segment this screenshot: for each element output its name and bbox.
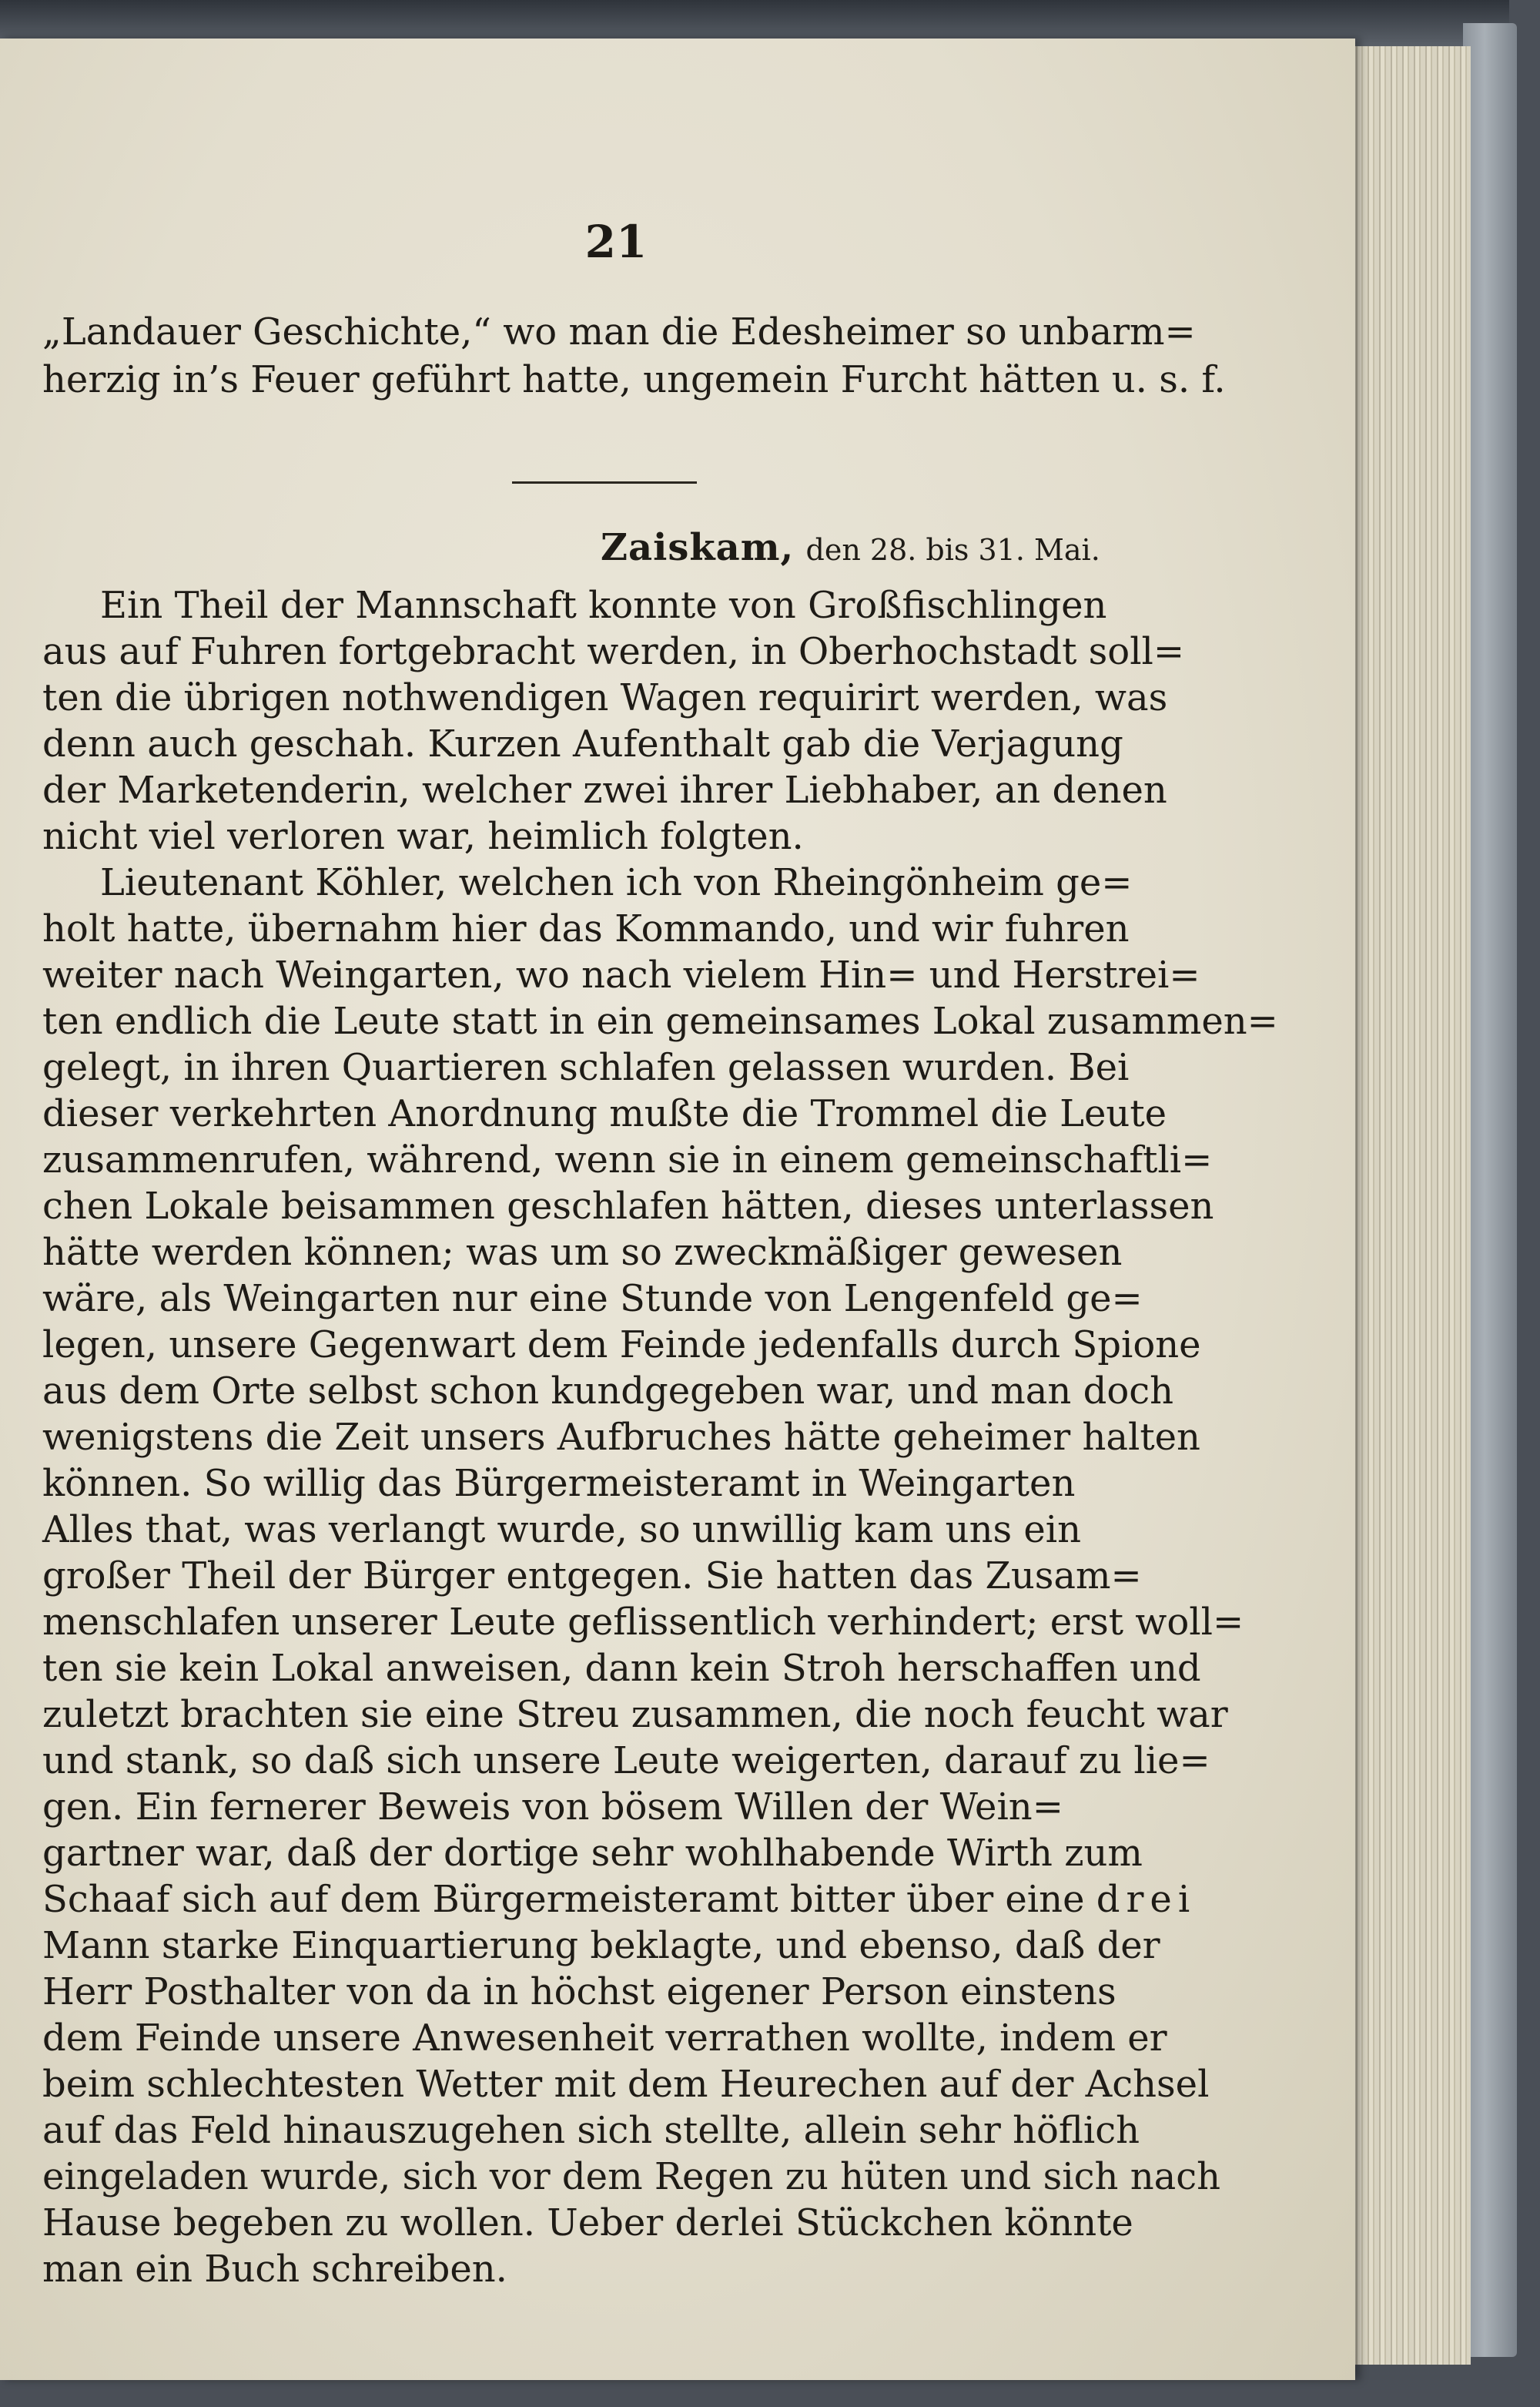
body-line-2: aus auf Fuhren fortgebracht werden, in Oberhochstadt soll=: [42, 630, 1185, 673]
body-line-22: großer Theil der Bürger entgegen. Sie hatten das Zusam=: [42, 1554, 1142, 1597]
body-line-33: beim schlechtesten Wetter mit dem Heurechen auf der Achsel: [42, 2063, 1210, 2106]
body-line-14: chen Lokale beisammen geschlafen hätten, dieses unterlassen: [42, 1185, 1214, 1228]
body-line-13: zusammenrufen, während, wenn sie in einem gemeinschaftli=: [42, 1138, 1213, 1182]
body-line-24: ten sie kein Lokal anweisen, dann kein Stroh herschaffen und: [42, 1647, 1201, 1690]
body-line-15: hätte werden können; was um so zweckmäßiger gewesen: [42, 1231, 1123, 1274]
body-line-35: eingeladen wurde, sich vor dem Regen zu hüten und sich nach: [42, 2155, 1221, 2198]
body-line-9: weiter nach Weingarten, wo nach vielem Hin= und Herstrei=: [42, 954, 1200, 997]
body-line-4: denn auch geschah. Kurzen Aufenthalt gab die Verjagung: [42, 722, 1123, 766]
body-line-5: der Marketenderin, welcher zwei ihrer Liebhaber, an denen: [42, 769, 1167, 812]
body-line-21: Alles that, was verlangt wurde, so unwillig kam uns ein: [42, 1508, 1082, 1551]
dateline: [601, 524, 1371, 574]
body-line-36: Hause begeben zu wollen. Ueber derlei Stückchen könnte: [42, 2201, 1133, 2244]
body-line-30: Mann starke Einquartierung beklagte, und ebenso, daß der: [42, 1924, 1160, 1967]
body-line-32: dem Feinde unsere Anwesenheit verrathen wollte, indem er: [42, 2016, 1167, 2060]
body-line-18: aus dem Orte selbst schon kundgegeben war, und man doch: [42, 1369, 1174, 1413]
body-line-1: Ein Theil der Mannschaft konnte von Großfischlingen: [100, 584, 1107, 627]
body-line-3: ten die übrigen nothwendigen Wagen requirirt werden, was: [42, 676, 1168, 719]
body-line-31: Herr Posthalter von da in höchst eigener Person einstens: [42, 1970, 1116, 2013]
body-line-29-text: Schaaf sich auf dem Bürgermeisteramt bitter über eine: [42, 1878, 1085, 1921]
dateline-place: Zaiskam,: [601, 526, 795, 569]
body-line-11: gelegt, in ihren Quartieren schlafen gelassen wurden. Bei: [42, 1046, 1130, 1089]
intro-line-2: herzig in’s Feuer geführt hatte, ungemein Furcht hätten u. s. f.: [42, 358, 1226, 401]
body-line-34: auf das Feld hinauszugehen sich stellte, allein sehr höflich: [42, 2109, 1140, 2152]
body-line-25: zuletzt brachten sie eine Streu zusammen, die noch feucht war: [42, 1693, 1228, 1736]
body-line-17: legen, unsere Gegenwart dem Feinde jedenfalls durch Spione: [42, 1323, 1201, 1366]
body-line-23: menschlafen unserer Leute geflissentlich verhindert; erst woll=: [42, 1601, 1244, 1644]
body-line-27: gen. Ein fernerer Beweis von bösem Willen der Wein=: [42, 1785, 1063, 1829]
page-edges: [1340, 46, 1471, 2365]
body-line-12: dieser verkehrten Anordnung mußte die Trommel die Leute: [42, 1092, 1167, 1135]
dateline-date: den 28. bis 31. Mai.: [805, 533, 1100, 567]
book-page: [0, 39, 1355, 2380]
body-line-20: können. So willig das Bürgermeisteramt in Weingarten: [42, 1462, 1076, 1505]
body-line-19: wenigstens die Zeit unsers Aufbruches hätte geheimer halten: [42, 1416, 1200, 1459]
body-line-28: gartner war, daß der dortige sehr wohlhabende Wirth zum: [42, 1832, 1143, 1875]
body-line-16: wäre, als Weingarten nur eine Stunde von Lengenfeld ge=: [42, 1277, 1143, 1320]
body-line-29: [42, 1876, 1197, 1923]
body-line-37: man ein Buch schreiben.: [42, 2248, 507, 2291]
body-line-8: holt hatte, übernahm hier das Kommando, und wir fuhren: [42, 907, 1130, 950]
emphasis-word: drei: [1096, 1878, 1197, 1921]
body-line-26: und stank, so daß sich unsere Leute weigerten, darauf zu lie=: [42, 1739, 1210, 1782]
body-line-10: ten endlich die Leute statt in ein gemeinsames Lokal zusammen=: [42, 1000, 1278, 1043]
section-divider: [512, 481, 697, 484]
body-line-7: Lieutenant Köhler, welchen ich von Rheingönheim ge=: [100, 861, 1133, 904]
book-cover-board: [1463, 23, 1517, 2357]
page-number: 21: [584, 216, 648, 268]
intro-line-1: „Landauer Geschichte,“ wo man die Edesheimer so unbarm=: [42, 310, 1196, 354]
body-line-6: nicht viel verloren war, heimlich folgten.: [42, 815, 804, 858]
